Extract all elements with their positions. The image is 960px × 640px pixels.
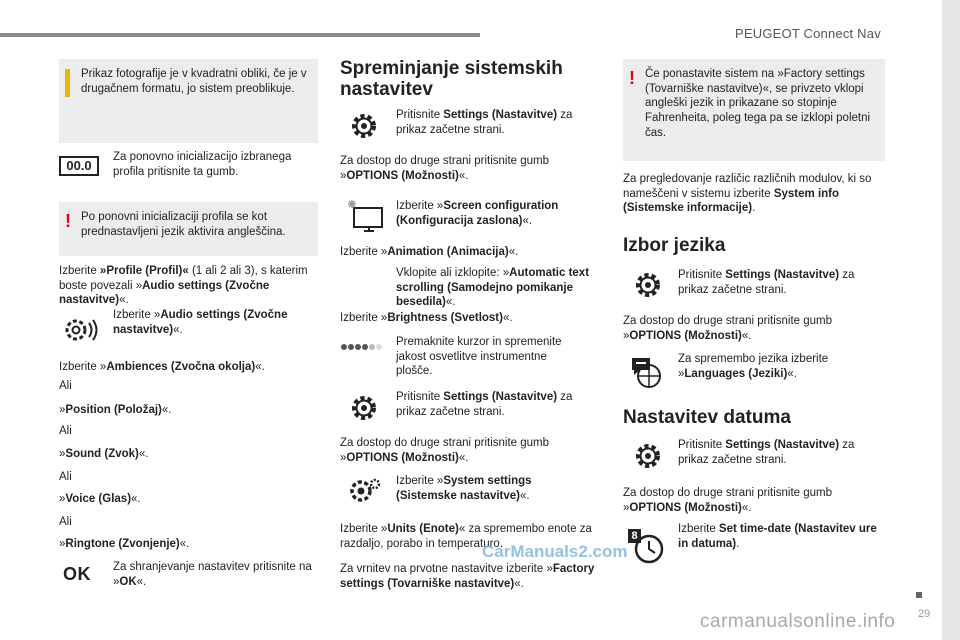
press-settings-text-1: Pritisnite Settings (Nastavitve) za prikaz začetne strani. xyxy=(396,109,573,136)
profile-text: Izberite »Profile (Profil)« (1 ali 2 ali 3), s katerim boste povezali »Audio settings (Zvočne nastavitve)«. xyxy=(59,265,308,307)
warning-note xyxy=(59,202,318,256)
or-text-2: Ali xyxy=(59,425,72,437)
options-text-2: Za dostop do druge strani pritisnite gumb »OPTIONS (Možnosti)«. xyxy=(340,437,550,464)
units-text: Izberite »Units (Enote)« za spremembo enote za razdaljo, porabo in temperaturo. xyxy=(340,523,592,550)
or-text-1: Ali xyxy=(59,380,72,392)
ringtone-text: »Ringtone (Zvonjenje)«. xyxy=(59,538,190,550)
reset-icon: 00.0 xyxy=(59,156,99,176)
info-mark-icon xyxy=(65,69,70,97)
factory-warning-note xyxy=(623,59,885,161)
gear-icon xyxy=(349,393,379,423)
header-bar xyxy=(0,33,480,37)
options-text-3: Za dostop do druge strani pritisnite gumb »OPTIONS (Možnosti)«. xyxy=(623,315,833,342)
date-title: Nastavitev datuma xyxy=(623,407,791,428)
or-text-4: Ali xyxy=(59,516,72,528)
press-settings-text-4: Pritisnite Settings (Nastavitve) za prikaz začetne strani. xyxy=(678,439,855,466)
sound-text: »Sound (Zvok)«. xyxy=(59,448,149,460)
system-info-text: Za pregledovanje različic različnih modulov, ki so nameščeni v sistemu izberite System info (Sistemske informacije). xyxy=(623,173,872,215)
options-text-4: Za dostop do druge strani pritisnite gumb »OPTIONS (Možnosti)«. xyxy=(623,487,833,514)
factory-settings-text: Za vrnitev na prvotne nastavitve izberite »Factory settings (Tovarniške nastavitve)«. xyxy=(340,563,595,590)
position-text: »Position (Položaj)«. xyxy=(59,404,172,416)
step-badge: 8 xyxy=(628,529,641,543)
header-title: PEUGEOT Connect Nav xyxy=(735,26,881,41)
brightness-slider-icon xyxy=(340,342,386,352)
options-text-1: Za dostop do druge strani pritisnite gumb »OPTIONS (Možnosti)«. xyxy=(340,155,550,182)
info-note xyxy=(59,59,318,143)
gear-icon xyxy=(633,270,663,300)
screen-config-text: Izberite »Screen configuration (Konfiguracija zaslona)«. xyxy=(396,200,559,227)
audio-settings-icon xyxy=(61,314,105,346)
audio-settings-text: Izberite »Audio settings (Zvočne nastavitve)«. xyxy=(113,309,288,336)
system-settings-title: Spreminjanje sistemskih nastavitev xyxy=(340,58,563,101)
gear-icon xyxy=(349,111,379,141)
ok-text: Za shranjevanje nastavitev pritisnite na »OK«. xyxy=(113,561,312,588)
page-marker xyxy=(916,592,922,598)
info-note-text: Prikaz fotografije je v kvadratni obliki, če je v drugačnem formatu, jo sistem preoblikuje. xyxy=(81,68,307,95)
brightness-text: Izberite »Brightness (Svetlost)«. xyxy=(340,312,513,324)
watermark-carmanualsonline: carmanualsonline.info xyxy=(700,611,896,632)
warning-mark-icon: ! xyxy=(65,211,71,231)
press-settings-text-2: Pritisnite Settings (Nastavitve) za prikaz začetne strani. xyxy=(396,391,573,418)
system-settings-icon xyxy=(346,476,382,506)
warning-mark-icon: ! xyxy=(629,68,635,88)
warning-note-text: Po ponovni inicializaciji profila se kot prednastavljeni jezik aktivira angleščina. xyxy=(81,211,286,238)
or-text-3: Ali xyxy=(59,471,72,483)
screen-config-icon xyxy=(344,198,386,234)
clock-icon xyxy=(628,529,666,565)
voice-text: »Voice (Glas)«. xyxy=(59,493,141,505)
brightness-slider-text: Premaknite kurzor in spremenite jakost osvetlitve instrumentne plošče. xyxy=(396,336,562,378)
set-time-date-text: Izberite Set time-date (Nastavitev ure in datuma). xyxy=(678,523,877,550)
language-title: Izbor jezika xyxy=(623,235,726,256)
ambiences-text: Izberite »Ambiences (Zvočna okolja)«. xyxy=(59,361,265,373)
press-settings-text-3: Pritisnite Settings (Nastavitve) za prikaz začetne strani. xyxy=(678,269,855,296)
scrolling-text: Vklopite ali izklopite: »Automatic text scrolling (Samodejno pomikanje besedila)«. xyxy=(396,267,590,309)
page-number: 29 xyxy=(918,608,931,620)
system-settings-text: Izberite »System settings (Sistemske nastavitve)«. xyxy=(396,475,532,502)
factory-warning-text: Če ponastavite sistem na »Factory settings (Tovarniške nastavitve)«, se privzeto vklopi angleški jezik in prikazane so stopinje Fahrenheita, poleg tega pa se izklopi poletni čas. xyxy=(645,68,871,139)
languages-text: Za spremembo jezika izberite »Languages (Jeziki)«. xyxy=(678,353,829,380)
ok-icon: OK xyxy=(63,564,91,584)
languages-icon xyxy=(628,354,666,390)
reset-text: Za ponovno inicializacijo izbranega profila pritisnite ta gumb. xyxy=(113,151,292,178)
animation-text: Izberite »Animation (Animacija)«. xyxy=(340,246,519,258)
gear-icon xyxy=(633,441,663,471)
side-bar xyxy=(942,0,960,640)
watermark-carmanuals: CarManuals2.com xyxy=(482,542,628,561)
